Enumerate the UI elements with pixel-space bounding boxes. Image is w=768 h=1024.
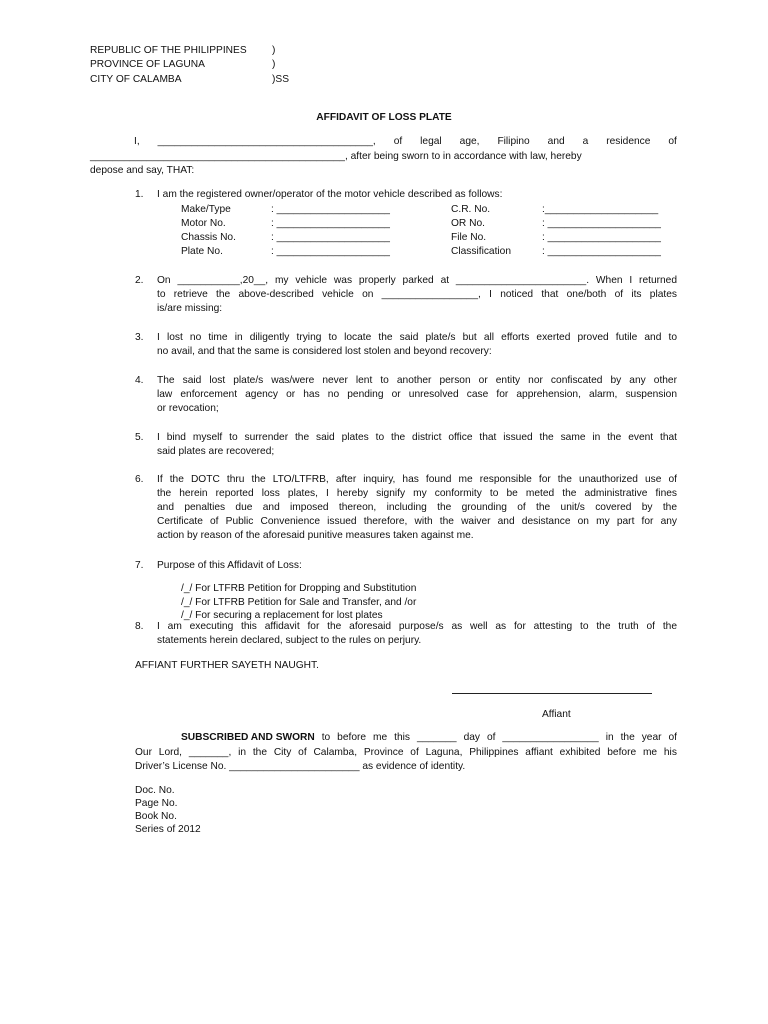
field-label: C.R. No. [451,204,491,215]
month-blank: _________________ [502,732,599,743]
field-label: Make/Type [181,204,231,215]
item-4-line: or revocation; [157,403,219,414]
item-5-line: said plates are recovered; [157,446,275,457]
item-1-text: I am the registered owner/operator of the motor vehicle described as follows: [157,189,503,200]
jurat-word: before [607,747,637,758]
jurat-word: of [298,747,307,758]
field-label: Chassis No. [181,232,236,243]
jurat-word: to [321,732,331,743]
item-number: 6. [135,474,144,485]
jurat-word: of [668,732,677,743]
jurat-line-2 [135,746,677,760]
item-4-line: The said lost plate/s was/were never lent to another person or entity nor confiscated by any other [157,375,677,386]
jurat-word: Province [363,747,404,758]
field-value: : ____________________ [271,218,390,229]
item-number: 7. [135,560,144,571]
jurat-word: Lord, [158,747,183,758]
item-6-line: Certificate of Public Convenience issued therefore, with the waiver and desistance on my part for any [157,516,677,527]
jurat-word: day [463,732,480,743]
intro-word: and [547,136,565,147]
jurat-word: Philippines [469,747,519,758]
jurat-word: me [642,747,658,758]
jurat-word: me [373,732,388,743]
item-number: 4. [135,375,144,386]
item-2-line: is/are missing: [157,303,223,314]
series: Series of 2012 [135,824,201,835]
intro-word: legal [420,136,442,147]
jurat-word: exhibited [559,747,601,758]
field-value: : ____________________ [271,204,390,215]
item-number: 1. [135,189,144,200]
intro-word: residence [606,136,651,147]
jurat-word: Calamba, [313,747,358,758]
venue-republic: REPUBLIC OF THE PHILIPPINES [90,45,247,56]
item-number: 8. [135,621,144,632]
field-label: Classification [451,246,512,257]
field-value: : ____________________ [542,246,661,257]
document-title: AFFIDAVIT OF LOSS PLATE [316,112,452,123]
item-7-text: Purpose of this Affidavit of Loss: [157,560,302,571]
item-2-line: to retrieve the above-described vehicle on _________________, I noticed that one/both of its plates [157,289,677,300]
intro-line-2 [90,150,582,164]
jurat-word: of [486,732,496,743]
item-4-line: law enforcement agency or has no pending or unresolved case for apprehension, alarm, suspension [157,389,677,400]
item-3-line: I lost no time in diligently trying to locate the said plate/s but all efforts exerted proved futile and to [157,332,677,343]
intro-word: a [582,136,589,147]
jurat-word: of [410,747,419,758]
item-6-line: and penalties due and imposed thereon, including the grounding of the unit/s covered by the [157,502,677,513]
venue-ss: )SS [272,74,289,85]
item-3-line: no avail, and that the same is considered lost stolen and beyond recovery: [157,346,492,357]
item-number: 2. [135,275,144,286]
intro-word: Filipino [497,136,530,147]
field-value: : ____________________ [271,232,390,243]
jurat-word: before [337,732,367,743]
intro-word: age, [459,136,480,147]
intro-word: of [668,136,677,147]
item-8-line: I am executing this affidavit for the aforesaid purpose/s as well as for attesting to the truth of the [157,621,677,632]
intro-word: I, [134,136,140,147]
year-blank: _______, [188,747,232,758]
item-5-line: I bind myself to surrender the said plates to the district office that issued the same in the event that [157,432,677,443]
page-no: Page No. [135,798,178,809]
jurat-word: year [641,732,662,743]
field-value: : ____________________ [271,246,390,257]
purpose-option: /_/ For LTFRB Petition for Dropping and Substitution [181,583,417,594]
day-blank: _______ [416,732,457,743]
jurat-line-3: Driver’s License No. _______________________ as evidence of identity. [135,761,466,772]
name-blank: ______________________________________, [157,136,376,147]
intro-line-3: depose and say, THAT: [90,165,195,176]
field-label: OR No. [451,218,485,229]
jurat-word: affiant [525,747,553,758]
jurat-word: his [663,747,677,758]
item-6-line: action by reason of the aforesaid punitive measures taken against me. [157,530,474,541]
signature-line [452,693,652,694]
field-value: :____________________ [542,204,659,215]
purpose-option: /_/ For securing a replacement for lost plates [181,610,383,621]
jurat-word: the [620,732,635,743]
field-value: : ____________________ [542,218,661,229]
item-6-line: the herein reported loss plates, I hereby signify my conformity to be meted the administrative fines [157,488,677,499]
jurat-word: the [252,747,268,758]
venue-province: PROVINCE OF LAGUNA [90,59,205,70]
jurat-line-1 [181,731,677,745]
item-number: 3. [135,332,144,343]
intro-text: , after being sworn to in accordance with law, hereby [344,151,582,162]
affiant-label: Affiant [542,709,571,720]
purpose-option: /_/ For LTFRB Petition for Sale and Transfer, and /or [181,597,417,608]
field-value: : ____________________ [542,232,661,243]
intro-line-1 [134,135,677,149]
field-label: File No. [451,232,487,243]
jurat-word: in [605,732,614,743]
jurat-word: this [394,732,410,743]
doc-no: Doc. No. [135,785,175,796]
jurat-bold: SUBSCRIBED AND SWORN [181,732,315,743]
venue-paren: ) [272,59,276,70]
residence-blank: _____________________________________________ [90,151,345,162]
item-6-line: If the DOTC thru the LTO/LTFRB, after inquiry, has found me responsible for the unauthorized use of [157,474,677,485]
jurat-word: Laguna, [425,747,463,758]
item-number: 5. [135,432,144,443]
jurat-word: Our [135,747,152,758]
field-label: Plate No. [181,246,223,257]
further-sayeth: AFFIANT FURTHER SAYETH NAUGHT. [135,660,319,671]
item-8-line: statements herein declared, subject to the rules on perjury. [157,635,422,646]
field-label: Motor No. [181,218,226,229]
jurat-word: in [238,747,247,758]
intro-word: of [393,136,403,147]
book-no: Book No. [135,811,177,822]
venue-city: CITY OF CALAMBA [90,74,182,85]
item-2-line: On ___________,20__, my vehicle was properly parked at _______________________. When I returned [157,275,677,286]
jurat-word: City [273,747,292,758]
venue-paren: ) [272,45,276,56]
